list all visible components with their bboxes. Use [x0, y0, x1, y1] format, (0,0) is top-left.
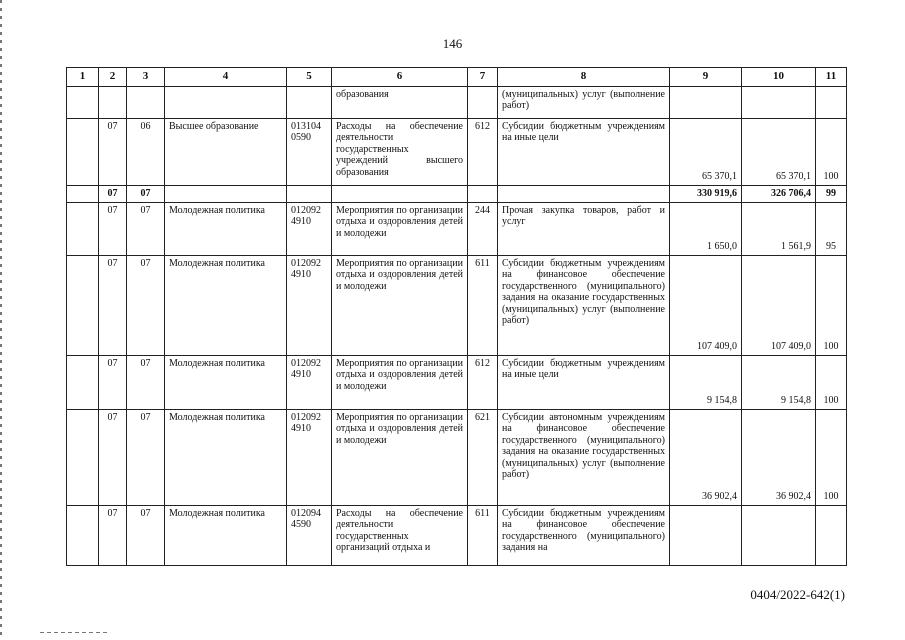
cell-planned: 1 650,0 — [670, 202, 742, 255]
cell-subsection — [127, 86, 165, 118]
cell-planned — [670, 505, 742, 565]
cell-target-code — [287, 86, 332, 118]
cell-subsection: 06 — [127, 118, 165, 185]
cell-percent: 100 — [816, 409, 847, 505]
col-header-5: 5 — [287, 68, 332, 87]
col-header-2: 2 — [99, 68, 127, 87]
cell-expense-description: Субсидии бюджетным учреждениям на иные цели — [498, 118, 670, 185]
cell-executed: 65 370,1 — [742, 118, 816, 185]
cell-c1 — [67, 409, 99, 505]
col-header-7: 7 — [468, 68, 498, 87]
cell-c1 — [67, 86, 99, 118]
cell-percent — [816, 505, 847, 565]
table-row — [67, 505, 847, 565]
cell-percent: 95 — [816, 202, 847, 255]
cell-c1 — [67, 355, 99, 409]
cell-expense-description: Субсидии автономным учреждениям на финансовое обеспечение государственного (муниципального) задания на оказание государственных (муниципальных) услуг (выполнение работ) — [498, 409, 670, 505]
table-row — [67, 118, 847, 185]
cell-percent: 99 — [816, 185, 847, 202]
cell-expense-description: Субсидии бюджетным учреждениям на иные цели — [498, 355, 670, 409]
cell-name: Молодежная политика — [165, 505, 287, 565]
cell-expense-type: 612 — [468, 355, 498, 409]
cell-percent: 100 — [816, 255, 847, 355]
cell-name: Высшее образование — [165, 118, 287, 185]
cell-target-description: Мероприятия по организации отдыха и оздоровления детей и молодежи — [332, 409, 468, 505]
cell-target-code: 012094 4590 — [287, 505, 332, 565]
cell-c1 — [67, 118, 99, 185]
cell-name — [165, 185, 287, 202]
cell-percent: 100 — [816, 355, 847, 409]
cell-expense-description — [498, 185, 670, 202]
col-header-6: 6 — [332, 68, 468, 87]
table-row — [67, 86, 847, 118]
col-header-10: 10 — [742, 68, 816, 87]
cell-target-description: образования — [332, 86, 468, 118]
table-row — [67, 202, 847, 255]
col-header-1: 1 — [67, 68, 99, 87]
cell-executed — [742, 505, 816, 565]
cell-expense-description: Прочая закупка товаров, работ и услуг — [498, 202, 670, 255]
cell-section: 07 — [99, 185, 127, 202]
cell-name: Молодежная политика — [165, 409, 287, 505]
cell-target-code: 012092 4910 — [287, 409, 332, 505]
cell-target-code: 012092 4910 — [287, 202, 332, 255]
cell-planned: 9 154,8 — [670, 355, 742, 409]
table-row — [67, 355, 847, 409]
budget-table — [66, 67, 847, 566]
cell-planned: 36 902,4 — [670, 409, 742, 505]
scan-edge — [0, 0, 2, 640]
cell-subsection: 07 — [127, 355, 165, 409]
table-row — [67, 409, 847, 505]
cell-planned: 107 409,0 — [670, 255, 742, 355]
cell-executed: 107 409,0 — [742, 255, 816, 355]
cell-executed — [742, 86, 816, 118]
col-header-3: 3 — [127, 68, 165, 87]
cell-c1 — [67, 505, 99, 565]
cell-target-code: 012092 4910 — [287, 255, 332, 355]
cell-section: 07 — [99, 355, 127, 409]
col-header-4: 4 — [165, 68, 287, 87]
cell-target-description — [332, 185, 468, 202]
cell-c1 — [67, 202, 99, 255]
cell-expense-type: 611 — [468, 505, 498, 565]
cell-target-description: Мероприятия по организации отдыха и оздоровления детей и молодежи — [332, 355, 468, 409]
cell-planned — [670, 86, 742, 118]
cell-expense-description: Субсидии бюджетным учреждениям на финансовое обеспечение государственного (муниципального) задания на — [498, 505, 670, 565]
cell-target-code: 013104 0590 — [287, 118, 332, 185]
cell-c1 — [67, 185, 99, 202]
col-header-11: 11 — [816, 68, 847, 87]
document-code: 0404/2022-642(1) — [750, 587, 845, 602]
cell-expense-type: 611 — [468, 255, 498, 355]
table-row — [67, 255, 847, 355]
cell-subsection: 07 — [127, 185, 165, 202]
cell-expense-description: Субсидии бюджетным учреждениям на финансовое обеспечение государственного (муниципального) задания на оказание государственных (муниципальных) услуг (выполнение работ) — [498, 255, 670, 355]
cell-target-description: Мероприятия по организации отдыха и оздоровления детей и молодежи — [332, 255, 468, 355]
cell-name: Молодежная политика — [165, 202, 287, 255]
cell-section: 07 — [99, 255, 127, 355]
cell-target-description: Расходы на обеспечение деятельности государственных учреждений высшего образования — [332, 118, 468, 185]
cell-section: 07 — [99, 505, 127, 565]
cell-expense-type: 244 — [468, 202, 498, 255]
cell-percent: 100 — [816, 118, 847, 185]
cell-expense-type: 621 — [468, 409, 498, 505]
cell-planned: 65 370,1 — [670, 118, 742, 185]
cell-expense-type — [468, 86, 498, 118]
cell-name: Молодежная политика — [165, 355, 287, 409]
col-header-9: 9 — [670, 68, 742, 87]
header-row — [67, 68, 847, 87]
cell-target-code: 012092 4910 — [287, 355, 332, 409]
cell-name: Молодежная политика — [165, 255, 287, 355]
cell-expense-type — [468, 185, 498, 202]
cell-section: 07 — [99, 118, 127, 185]
scan-bottom-mark — [40, 632, 110, 633]
cell-section: 07 — [99, 202, 127, 255]
cell-target-description: Расходы на обеспечение деятельности государственных организаций отдыха и — [332, 505, 468, 565]
cell-section — [99, 86, 127, 118]
cell-expense-type: 612 — [468, 118, 498, 185]
cell-target-description: Мероприятия по организации отдыха и оздоровления детей и молодежи — [332, 202, 468, 255]
cell-executed: 1 561,9 — [742, 202, 816, 255]
cell-percent — [816, 86, 847, 118]
cell-executed: 36 902,4 — [742, 409, 816, 505]
cell-expense-description: (муниципальных) услуг (выполнение работ) — [498, 86, 670, 118]
cell-name — [165, 86, 287, 118]
cell-executed: 9 154,8 — [742, 355, 816, 409]
col-header-8: 8 — [498, 68, 670, 87]
cell-subsection: 07 — [127, 409, 165, 505]
cell-section: 07 — [99, 409, 127, 505]
cell-subsection: 07 — [127, 255, 165, 355]
cell-planned: 330 919,6 — [670, 185, 742, 202]
cell-subsection: 07 — [127, 202, 165, 255]
cell-subsection: 07 — [127, 505, 165, 565]
cell-target-code — [287, 185, 332, 202]
cell-c1 — [67, 255, 99, 355]
page-number: 146 — [442, 36, 463, 51]
table-row-subtotal — [67, 185, 847, 202]
cell-executed: 326 706,4 — [742, 185, 816, 202]
